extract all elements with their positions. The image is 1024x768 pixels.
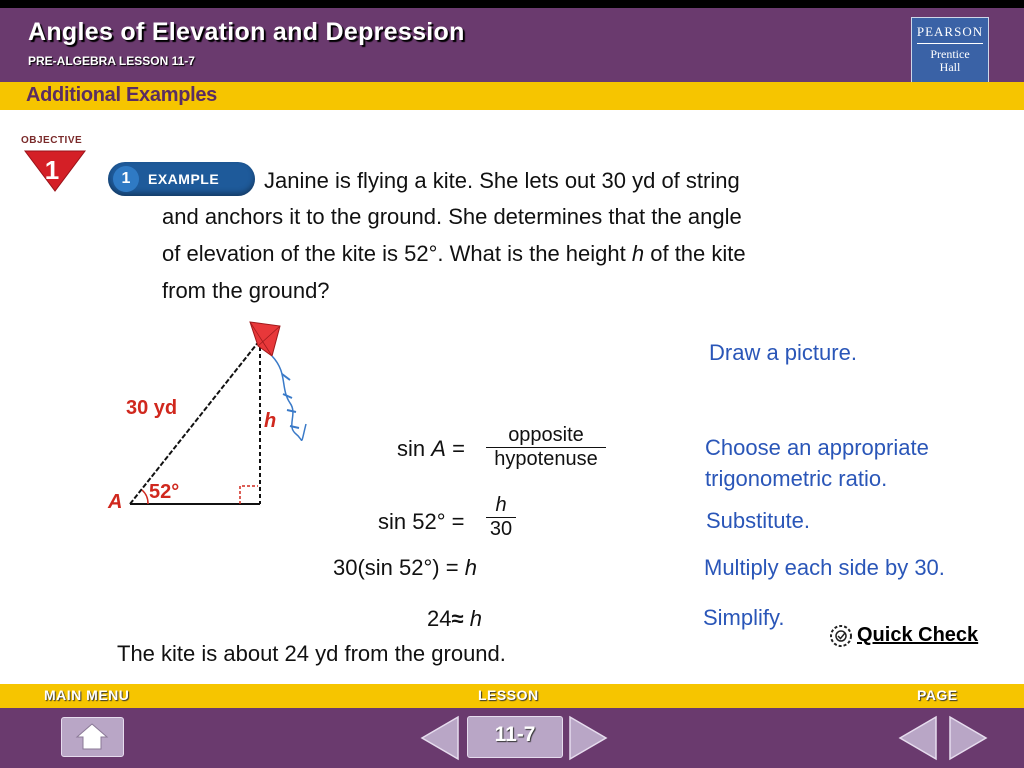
problem-variable-h: h — [631, 241, 645, 266]
step3-var: h — [464, 555, 477, 580]
step2-fraction — [486, 494, 516, 541]
lesson-prev-button[interactable] — [420, 715, 460, 761]
kite-tail — [272, 356, 306, 440]
slide-subtitle: PRE-ALGEBRA LESSON 11-7 — [28, 54, 195, 68]
kite-tail-bows — [282, 374, 299, 428]
hypotenuse-label: 30 yd — [126, 397, 178, 419]
right-angle-marker — [240, 486, 258, 504]
page-prev-button[interactable] — [898, 715, 938, 761]
objective-number: 1 — [44, 155, 60, 185]
string-line — [130, 340, 260, 504]
step2-lhs: sin 52° = — [378, 509, 465, 534]
logo-sub-2: Hall — [939, 60, 961, 74]
objective-marker — [21, 135, 89, 185]
pearson-logo — [911, 17, 989, 83]
step1-sin: sin — [397, 436, 426, 461]
step1-numerator: opposite — [508, 424, 584, 446]
example-badge — [108, 162, 255, 196]
step1-fraction — [486, 424, 606, 471]
note-multiply: Multiply each side by 30. — [704, 555, 945, 580]
step1-lhs — [397, 436, 465, 462]
lesson-number-box — [467, 716, 563, 758]
step1-denominator: hypotenuse — [494, 448, 598, 470]
section-label: Additional Examples — [26, 84, 218, 106]
problem-line-3-text: of elevation of the kite is 52°. What is the height — [162, 241, 626, 266]
conclusion-text: The kite is about 24 yd from the ground. — [117, 641, 506, 666]
note-choose-ratio-2: trigonometric ratio. — [705, 466, 888, 491]
quick-check-icon — [828, 623, 854, 649]
objective-triangle-icon — [23, 149, 87, 193]
note-substitute: Substitute. — [706, 508, 810, 533]
lesson-next-button[interactable] — [568, 715, 608, 761]
logo-divider — [917, 43, 983, 44]
slide-header — [0, 8, 1024, 82]
height-label: h — [264, 410, 277, 432]
angle-label: 52° — [149, 481, 180, 503]
step4-approx: ≈ — [451, 606, 464, 631]
note-choose-ratio-1: Choose an appropriate — [705, 435, 929, 460]
kite-shape — [250, 322, 280, 356]
note-simplify: Simplify. — [703, 605, 785, 630]
problem-line-3 — [162, 241, 746, 267]
page-next-button[interactable] — [948, 715, 988, 761]
example-number: 1 — [113, 166, 139, 192]
step1-eq: = — [452, 436, 465, 461]
step2-denominator: 30 — [489, 518, 513, 540]
step4-var: h — [469, 606, 482, 631]
slide-title: Angles of Elevation and Depression — [28, 18, 465, 46]
step1-var: A — [431, 436, 446, 461]
step4 — [427, 606, 482, 632]
lesson-number: 11-7 — [494, 723, 536, 746]
page-label: PAGE — [917, 687, 958, 703]
problem-line-3-tail: of the kite — [650, 241, 746, 266]
nav-label-band — [0, 684, 1024, 708]
main-menu-button[interactable] — [61, 717, 124, 757]
step2-numerator: h — [495, 494, 507, 516]
problem-line-4: from the ground? — [162, 278, 330, 303]
problem-line-1: Janine is flying a kite. She lets out 30 yd of string — [264, 168, 740, 193]
objective-label: OBJECTIVE — [21, 135, 83, 146]
example-label: EXAMPLE — [148, 171, 220, 187]
step3 — [333, 555, 477, 581]
home-icon — [62, 718, 123, 756]
lesson-label: LESSON — [478, 687, 539, 703]
logo-sub-1: Prentice — [930, 47, 970, 61]
logo-brand: PEARSON — [916, 24, 984, 39]
angle-vertex-label: A — [108, 491, 123, 513]
step3-lhs: 30(sin 52°) = — [333, 555, 459, 580]
quick-check-label: Quick Check — [857, 624, 979, 646]
step4-lhs: 24 — [427, 606, 452, 631]
top-strip — [0, 0, 1024, 8]
angle-arc — [142, 490, 148, 504]
note-draw-picture: Draw a picture. — [709, 340, 857, 365]
section-band — [0, 82, 1024, 110]
problem-line-2: and anchors it to the ground. She determines that the angle — [162, 204, 742, 229]
main-menu-label: MAIN MENU — [44, 687, 130, 703]
